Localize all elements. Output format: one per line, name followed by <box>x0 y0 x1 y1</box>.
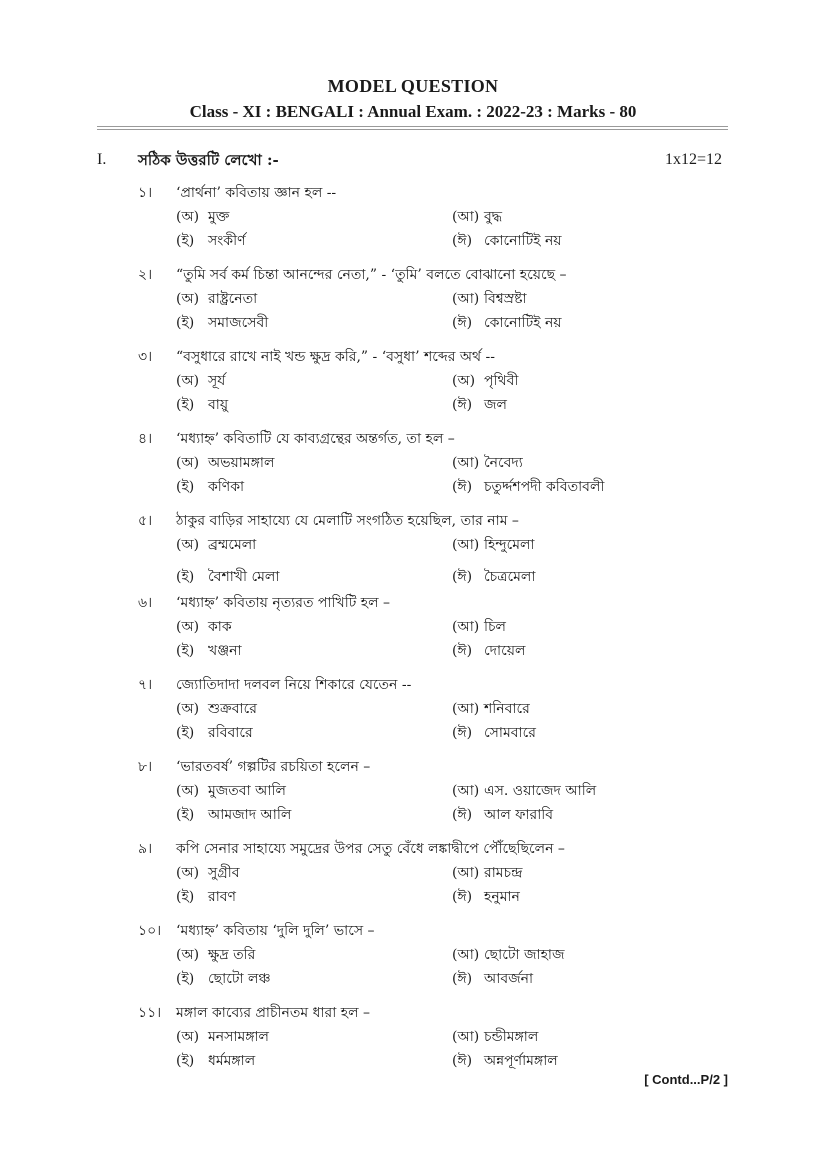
option-label: (ই) <box>176 1053 195 1069</box>
option-label: (অ) <box>176 1029 200 1045</box>
option-label: (ঈ) <box>452 1053 473 1069</box>
answer-option <box>452 943 565 967</box>
option-label: (ই) <box>176 569 195 585</box>
option-label: (অ) <box>176 865 200 881</box>
question-text: ‘মধ্যাহ্ন’ কবিতায় নৃত্যরত পাখিটি হল – <box>176 595 391 611</box>
option-label: (ঈ) <box>452 971 473 987</box>
option-label: (ই) <box>176 971 195 987</box>
answer-option <box>176 639 242 663</box>
option-label: (ই) <box>176 479 195 495</box>
option-label: (আ) <box>452 209 480 225</box>
question-text: জ্যোতিদাদা দলবল নিয়ে শিকারে যেতেন -- <box>176 677 412 693</box>
question-text: ‘মধ্যাহ্ন’ কবিতায় ‘দুলি দুলি’ ভাসে – <box>176 923 375 939</box>
question-number: ২। <box>138 267 153 283</box>
answer-option <box>452 1049 558 1073</box>
answer-option <box>176 697 257 721</box>
question-number: ৯। <box>138 841 153 857</box>
option-label: (অ) <box>176 947 200 963</box>
option-label: (অ) <box>176 701 200 717</box>
question-number: ৪। <box>138 431 153 447</box>
page-subtitle: Class - XI : BENGALI : Annual Exam. : 2022-23 : Marks - 80 <box>189 102 637 121</box>
answer-option <box>176 451 274 475</box>
answer-option <box>176 1049 255 1073</box>
option-text: সমাজসেবী <box>208 315 269 331</box>
option-text: রামচন্দ্র <box>484 865 523 881</box>
answer-option <box>176 205 229 229</box>
question-number: ১। <box>138 185 153 201</box>
option-text: আবর্জনা <box>484 971 534 987</box>
option-label: (আ) <box>452 1029 480 1045</box>
option-label: (ই) <box>176 807 195 823</box>
option-label: (ই) <box>176 889 195 905</box>
option-label: (ঈ) <box>452 725 473 741</box>
answer-option <box>176 533 256 557</box>
option-text: শুক্রবারে <box>208 701 257 717</box>
option-label: (আ) <box>452 291 480 307</box>
option-text: বুদ্ধ <box>484 209 503 225</box>
answer-option <box>452 697 530 721</box>
answer-option <box>176 615 232 639</box>
question-number: ৬। <box>138 595 153 611</box>
answer-option <box>452 287 527 311</box>
answer-option <box>176 1025 269 1049</box>
answer-option <box>176 369 225 393</box>
answer-option <box>452 861 522 885</box>
option-label: (ঈ) <box>452 315 473 331</box>
option-label: (ঈ) <box>452 479 473 495</box>
answer-option <box>176 943 255 967</box>
option-text: জল <box>484 397 507 413</box>
question-text: ঠাকুর বাড়ির সাহায্যে যে মেলাটি সংগঠিত হয়েছিল, তার নাম – <box>176 513 519 529</box>
option-text: মুজতবা আলি <box>208 783 286 799</box>
option-label: (ই) <box>176 315 195 331</box>
option-label: (অ) <box>176 537 200 553</box>
question-text: ‘ভারতবর্ষ’ গল্পটির রচয়িতা হলেন – <box>176 759 371 775</box>
answer-option <box>452 311 562 335</box>
option-label: (আ) <box>452 865 480 881</box>
option-label: (ঈ) <box>452 889 473 905</box>
question-text: “বসুধারে রাখে নাই খন্ড ক্ষুদ্র করি,” - ‘বসুধা’ শব্দের অর্থ -- <box>176 349 496 365</box>
answer-option <box>452 369 518 393</box>
option-text: রাবণ <box>208 889 237 905</box>
answer-option <box>452 1025 538 1049</box>
answer-option <box>176 311 268 335</box>
option-text: ধর্মমঙ্গাল <box>208 1053 256 1069</box>
answer-option <box>452 721 536 745</box>
option-text: শনিবারে <box>484 701 530 717</box>
answer-option <box>176 475 244 499</box>
continued-note: [ Contd...P/2 ] <box>644 1072 728 1087</box>
option-text: মনসামঙ্গাল <box>208 1029 269 1045</box>
option-label: (অ) <box>176 455 200 471</box>
question-text: ‘প্রার্থনা’ কবিতায় জ্ঞান হল -- <box>176 185 337 201</box>
question-number: ৫। <box>138 513 153 529</box>
option-label: (ই) <box>176 233 195 249</box>
question-text: ‘মধ্যাহ্ন’ কবিতাটি যে কাব্যগ্রন্থের অন্তর্গত, তা হল – <box>176 431 455 447</box>
answer-option <box>452 779 596 803</box>
option-text: সূর্য <box>208 373 226 389</box>
question-number: ১০। <box>138 923 162 939</box>
answer-option <box>452 639 525 663</box>
option-text: হিন্দুমেলা <box>484 537 535 553</box>
question-text: মঙ্গাল কাব্যের প্রাচীনতম ধারা হল – <box>176 1005 370 1021</box>
option-label: (অ) <box>452 373 476 389</box>
answer-option <box>452 475 604 499</box>
answer-option <box>176 287 257 311</box>
option-text: চন্ডীমঙ্গাল <box>484 1029 539 1045</box>
option-text: অন্নপূর্ণামঙ্গাল <box>484 1053 558 1069</box>
option-label: (ই) <box>176 725 195 741</box>
option-label: (আ) <box>452 537 480 553</box>
question-number: ৭। <box>138 677 153 693</box>
option-text: দোয়েল <box>484 643 526 659</box>
option-label: (আ) <box>452 701 480 717</box>
section-number: I. <box>97 151 107 168</box>
answer-option <box>452 967 533 991</box>
answer-option <box>176 885 236 909</box>
option-label: (ই) <box>176 397 195 413</box>
option-label: (অ) <box>176 373 200 389</box>
page-title: MODEL QUESTION <box>327 76 499 96</box>
option-text: আল ফারাবি <box>484 807 554 823</box>
option-text: বিশ্বস্রষ্টা <box>484 291 527 307</box>
answer-option <box>452 885 520 909</box>
option-text: বৈশাখী মেলা <box>208 569 280 585</box>
option-text: চিল <box>484 619 506 635</box>
answer-option <box>452 393 507 417</box>
option-text: মুক্ত <box>208 209 230 225</box>
answer-option <box>452 451 523 475</box>
option-text: কণিকা <box>208 479 245 495</box>
option-label: (অ) <box>176 619 200 635</box>
answer-option <box>176 967 271 991</box>
option-label: (আ) <box>452 947 480 963</box>
answer-option <box>176 779 286 803</box>
question-number: ৮। <box>138 759 153 775</box>
option-text: পৃথিবী <box>484 373 519 389</box>
option-label: (আ) <box>452 783 480 799</box>
answer-option <box>452 229 562 253</box>
option-text: সোমবারে <box>484 725 536 741</box>
question-text: কপি সেনার সাহায্যে সমুদ্রের উপর সেতু বেঁধে লঙ্কাদ্বীপে পৌঁছেছিলেন – <box>176 841 565 857</box>
question-number: ১১। <box>138 1005 162 1021</box>
option-text: ব্রম্মমেলা <box>208 537 257 553</box>
option-text: রবিবারে <box>208 725 253 741</box>
question-text: “তুমি সর্ব কর্ম চিন্তা আনন্দের নেতা,” - ‘তুমি’ বলতে বোঝানো হয়েছে – <box>176 267 567 283</box>
option-label: (ঈ) <box>452 397 473 413</box>
option-text: বায়ু <box>208 397 229 413</box>
answer-option <box>452 205 502 229</box>
option-text: কোনোটিই নয় <box>484 233 562 249</box>
option-label: (অ) <box>176 291 200 307</box>
option-text: ছোটো জাহাজ <box>484 947 565 963</box>
option-text: সংকীর্ণ <box>208 233 246 249</box>
option-label: (ই) <box>176 643 195 659</box>
answer-option <box>452 615 506 639</box>
answer-option <box>176 721 253 745</box>
question-number: ৩। <box>138 349 153 365</box>
option-text: ক্ষুদ্র তরি <box>208 947 256 963</box>
option-label: (ঈ) <box>452 643 473 659</box>
option-text: অভয়ামঙ্গাল <box>208 455 275 471</box>
answer-option <box>176 565 279 589</box>
option-label: (আ) <box>452 619 480 635</box>
answer-option <box>452 533 534 557</box>
option-label: (অ) <box>176 209 200 225</box>
option-text: আমজাদ আলি <box>208 807 292 823</box>
option-text: রাষ্ট্রনেতা <box>208 291 258 307</box>
option-label: (ঈ) <box>452 233 473 249</box>
option-text: সুগ্রীব <box>208 865 240 881</box>
header-divider-top <box>97 126 728 127</box>
answer-option <box>176 803 291 827</box>
section-marks: 1x12=12 <box>664 151 722 168</box>
option-text: চতুর্দ্দশপদী কবিতাবলী <box>484 479 605 495</box>
answer-option <box>176 393 228 417</box>
option-text: এস. ওয়াজেদ আলি <box>484 783 597 799</box>
option-text: হনুমান <box>484 889 520 905</box>
option-label: (ঈ) <box>452 569 473 585</box>
option-text: নৈবেদ্য <box>484 455 523 471</box>
option-label: (ঈ) <box>452 807 473 823</box>
option-label: (অ) <box>176 783 200 799</box>
option-text: কোনোটিই নয় <box>484 315 562 331</box>
option-text: কাক <box>208 619 232 635</box>
answer-option <box>452 565 535 589</box>
section-heading: সঠিক উত্তরটি লেখো :- <box>138 151 279 169</box>
option-text: ছোটো লঞ্চ <box>208 971 271 987</box>
option-label: (আ) <box>452 455 480 471</box>
answer-option <box>176 861 240 885</box>
answer-option <box>176 229 246 253</box>
option-text: চৈত্রমেলা <box>484 569 536 585</box>
header-divider-bottom <box>97 129 728 130</box>
answer-option <box>452 803 553 827</box>
option-text: খঞ্জনা <box>208 643 242 659</box>
